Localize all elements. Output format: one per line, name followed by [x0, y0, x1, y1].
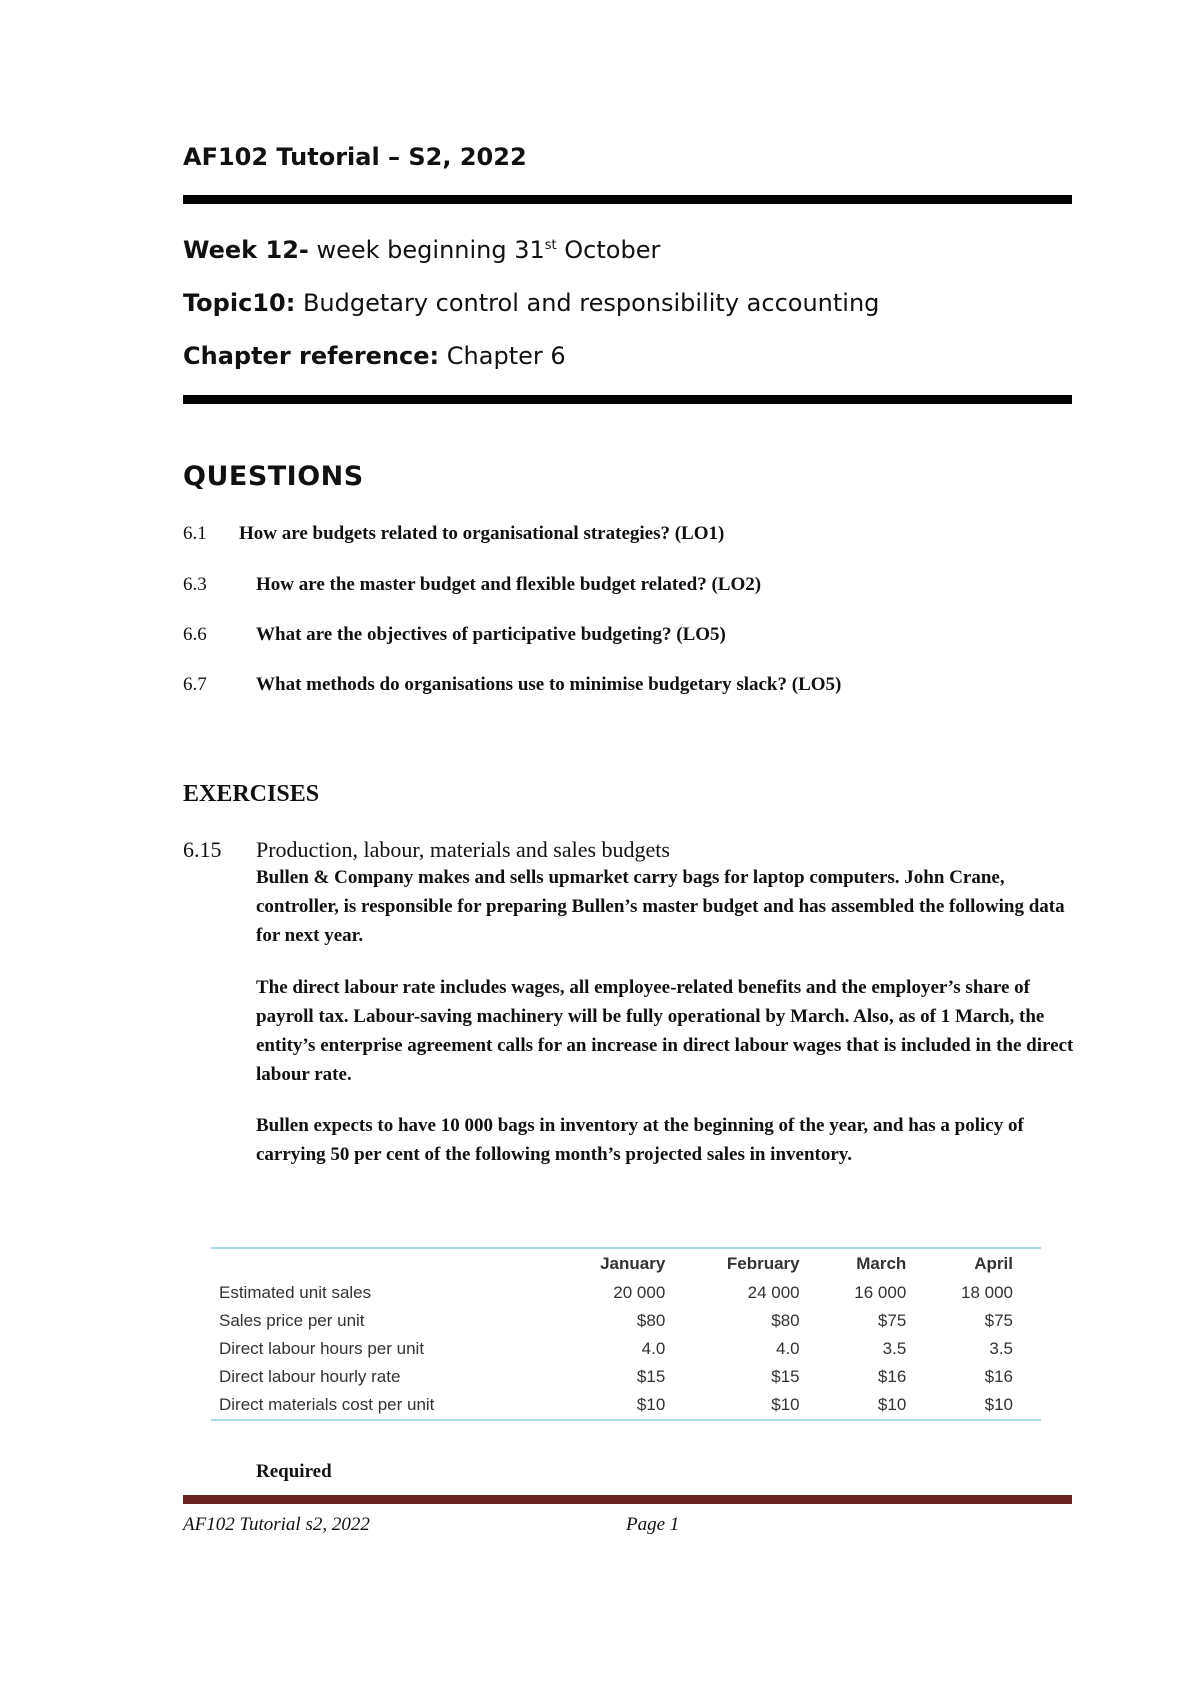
questions-heading: QUESTIONS	[183, 461, 364, 492]
table-cell: $10	[877, 1395, 907, 1414]
exercise-number: 6.15	[183, 837, 222, 862]
table-cell: $16	[984, 1367, 1013, 1386]
week-label: Week 12-	[183, 236, 309, 264]
question-number: 6.7	[183, 674, 207, 695]
week-after: October	[556, 236, 661, 264]
table-cell: $10	[771, 1395, 800, 1414]
exercise-paragraph: Bullen expects to have 10 000 bags in inventory at the beginning of the year, and has a policy of carrying 50 per cent of the following month’s projected sales in inventory.	[256, 1115, 1024, 1165]
exercises-heading: EXERCISES	[183, 781, 320, 807]
table-cell: 16 000	[854, 1283, 907, 1302]
chapter-line	[183, 342, 566, 370]
row-label: Direct materials cost per unit	[219, 1395, 435, 1414]
row-label: Direct labour hourly rate	[219, 1367, 401, 1386]
topic-text: Budgetary control and responsibility accounting	[295, 289, 880, 317]
table-bottom-rule	[211, 1419, 1041, 1421]
table-cell: 18 000	[961, 1283, 1013, 1302]
table-row	[211, 1391, 1041, 1419]
exercise-title: Production, labour, materials and sales budgets	[256, 837, 670, 862]
table-cell: 20 000	[613, 1283, 666, 1302]
table-cell: $75	[877, 1311, 907, 1330]
table-cell: 3.5	[989, 1339, 1013, 1358]
budget-data-table	[211, 1247, 1041, 1421]
table-cell: $16	[877, 1367, 907, 1386]
table-cell: 4.0	[641, 1339, 666, 1358]
document-title: AF102 Tutorial – S2, 2022	[183, 143, 527, 171]
table-cell: 3.5	[882, 1339, 907, 1358]
topic-label: Topic10:	[183, 289, 296, 317]
question-number: 6.1	[183, 523, 207, 544]
column-header: January	[600, 1254, 666, 1273]
table-cell: 24 000	[747, 1283, 800, 1302]
table-cell: $80	[636, 1311, 666, 1330]
table-header-row	[211, 1249, 1041, 1279]
question-text: What methods do organisations use to minimise budgetary slack? (LO5)	[256, 674, 842, 695]
table-row	[211, 1335, 1041, 1363]
table-cell: $15	[636, 1367, 666, 1386]
table-corner	[211, 1249, 569, 1279]
row-label: Estimated unit sales	[219, 1283, 372, 1302]
question-number: 6.3	[183, 574, 207, 595]
footer-divider	[183, 1495, 1072, 1504]
table-cell: 4.0	[775, 1339, 800, 1358]
page-number: Page 1	[626, 1514, 680, 1535]
row-label: Direct labour hours per unit	[219, 1339, 425, 1358]
column-header: March	[856, 1254, 907, 1273]
table-cell: $10	[636, 1395, 666, 1414]
row-label: Sales price per unit	[219, 1311, 365, 1330]
question-number: 6.6	[183, 624, 207, 645]
question-text: How are the master budget and flexible budget related? (LO2)	[256, 574, 762, 595]
title-divider	[183, 195, 1072, 204]
header-divider	[183, 395, 1072, 404]
table-row	[211, 1307, 1041, 1335]
table-row	[211, 1363, 1041, 1391]
footer-title: AF102 Tutorial s2, 2022	[183, 1514, 370, 1535]
question-text: How are budgets related to organisational strategies? (LO1)	[239, 523, 725, 544]
table-cell: $15	[771, 1367, 800, 1386]
table-cell: $10	[984, 1395, 1013, 1414]
column-header: February	[726, 1254, 800, 1273]
table-row	[211, 1279, 1041, 1307]
table-cell: $75	[984, 1311, 1013, 1330]
exercise-paragraph: Bullen & Company makes and sells upmarket carry bags for laptop computers. John Crane, controller, is responsible for preparing Bullen’s master budget and has assembled the following data for next year.	[256, 867, 1065, 946]
table-cell: $80	[771, 1311, 800, 1330]
week-sup: st	[544, 238, 557, 253]
chapter-label: Chapter reference:	[183, 342, 440, 370]
week-text: week beginning 31	[308, 236, 545, 264]
column-header: April	[974, 1254, 1013, 1273]
chapter-text: Chapter 6	[439, 342, 566, 370]
required-heading: Required	[256, 1461, 332, 1482]
topic-line	[183, 289, 879, 317]
exercise-paragraph: The direct labour rate includes wages, all employee-related benefits and the employer’s share of payroll tax. Labour-saving machinery will be fully operational by March. Also, as of 1 March, the entity’s enterprise agreement calls for an increase in direct labour wages that is included in the direct labour rate.	[256, 977, 1074, 1085]
week-line	[183, 236, 660, 264]
question-text: What are the objectives of participative budgeting? (LO5)	[256, 624, 726, 645]
